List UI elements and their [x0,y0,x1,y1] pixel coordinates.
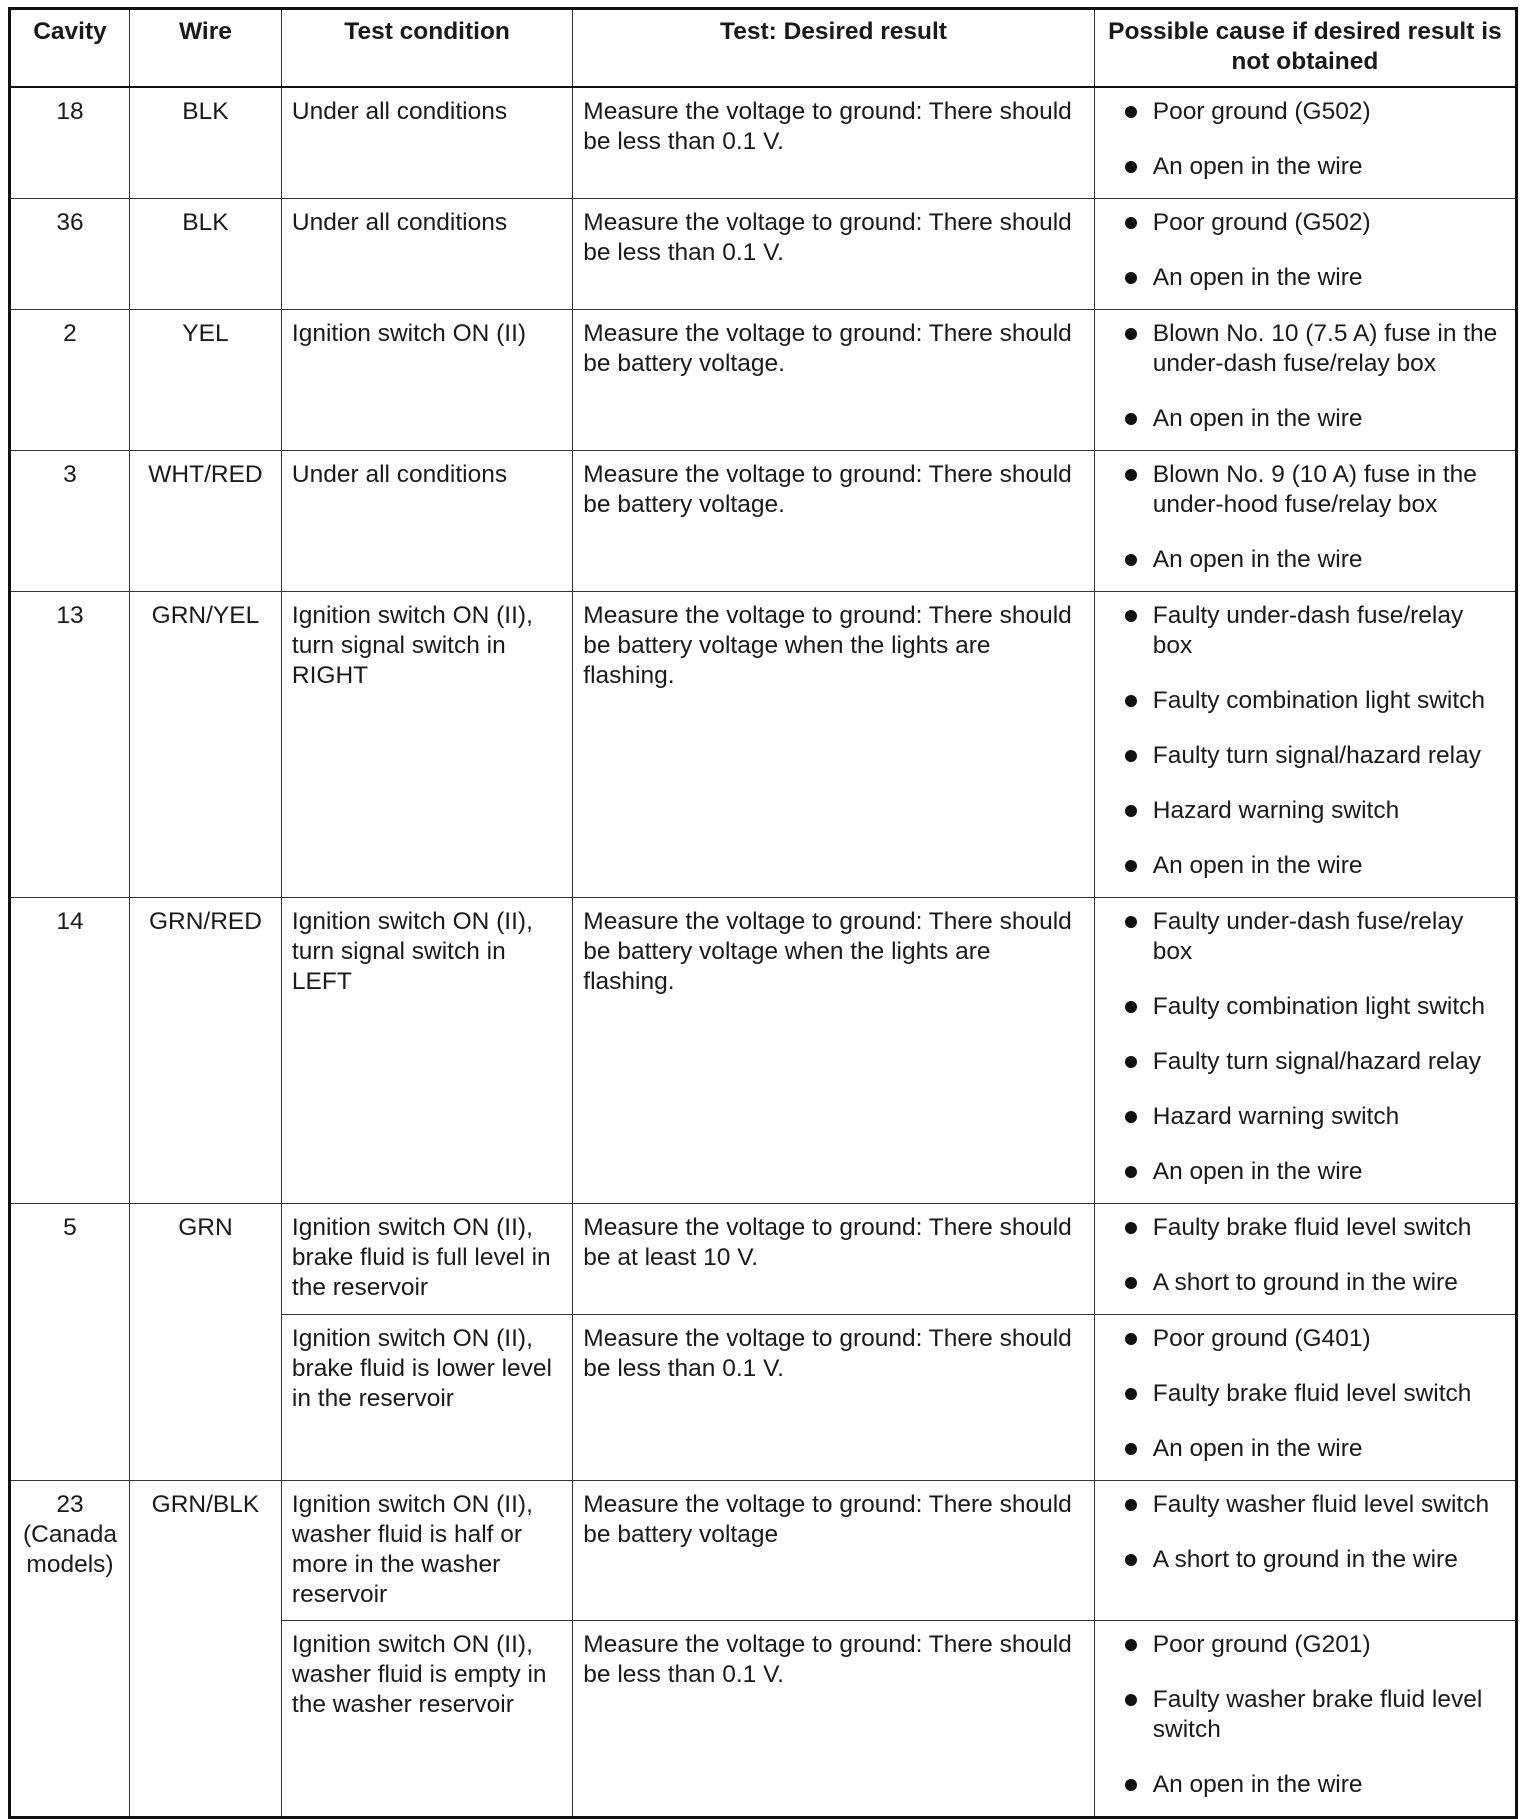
cause-list [1105,907,1505,1187]
table-row [10,1204,1517,1315]
cause-text: Faulty brake fluid level switch [1152,1214,1472,1241]
cause-item [1105,208,1505,238]
header-row [10,9,1517,88]
table-row [10,310,1517,451]
possible-cause-cell [1094,1315,1516,1481]
possible-cause-cell [1094,1204,1516,1315]
cavity-cell: 14 [10,898,130,1204]
desired-result-cell: Measure the voltage to ground: There should be less than 0.1 V. [573,1315,1094,1481]
bullet-icon [1125,469,1137,481]
cause-item [1105,1268,1505,1298]
bullet-icon [1125,916,1137,928]
test-condition-cell: Under all conditions [281,87,572,199]
cause-item [1105,1324,1505,1354]
wire-cell: BLK [129,199,281,310]
cause-item [1105,1157,1505,1187]
bullet-icon [1125,217,1137,229]
cavity-cell: 13 [10,592,130,898]
cause-item [1105,796,1505,826]
cause-item [1105,1213,1505,1243]
possible-cause-cell [1094,451,1516,592]
bullet-icon [1125,106,1137,118]
cause-item [1105,1770,1505,1800]
desired-result-cell: Measure the voltage to ground: There should be less than 0.1 V. [573,87,1094,199]
bullet-icon [1125,161,1137,173]
bullet-icon [1125,1333,1137,1345]
desired-result-cell: Measure the voltage to ground: There should be battery voltage. [573,451,1094,592]
test-condition-cell: Ignition switch ON (II), washer fluid is empty in the washer reservoir [281,1621,572,1818]
cause-text: Poor ground (G401) [1152,1325,1371,1352]
cause-item [1105,1545,1505,1575]
wire-cell: GRN/YEL [129,592,281,898]
cause-item [1105,851,1505,881]
test-condition-cell: Ignition switch ON (II), washer fluid is half or more in the washer reservoir [281,1481,572,1621]
possible-cause-cell [1094,87,1516,199]
test-condition-cell: Ignition switch ON (II), brake fluid is lower level in the reservoir [281,1315,572,1481]
cause-text: An open in the wire [1152,153,1363,180]
desired-result-cell: Measure the voltage to ground: There should be less than 0.1 V. [573,199,1094,310]
table-row [10,898,1517,1204]
wire-cell: GRN [129,1204,281,1481]
cause-text: Poor ground (G502) [1152,98,1371,125]
bullet-icon [1125,750,1137,762]
cavity-cell: 36 [10,199,130,310]
cause-item [1105,1379,1505,1409]
cause-item [1105,1630,1505,1660]
cause-text: An open in the wire [1152,1158,1363,1185]
cause-text: Poor ground (G502) [1152,209,1371,236]
bullet-icon [1125,860,1137,872]
cause-text: Faulty turn signal/hazard relay [1152,742,1481,769]
cavity-cell: 3 [10,451,130,592]
cause-item [1105,992,1505,1022]
cause-item [1105,545,1505,575]
cause-item [1105,1102,1505,1132]
bullet-icon [1125,1166,1137,1178]
wire-cell: GRN/BLK [129,1481,281,1818]
wire-cell: GRN/RED [129,898,281,1204]
table-row [10,592,1517,898]
table-row [10,451,1517,592]
cause-item [1105,152,1505,182]
bullet-icon [1125,1779,1137,1791]
cause-list [1105,319,1505,434]
cause-text: Hazard warning switch [1152,1103,1400,1130]
bullet-icon [1125,1443,1137,1455]
cause-list [1105,460,1505,575]
cause-item [1105,460,1505,520]
cause-item [1105,686,1505,716]
wire-cell: WHT/RED [129,451,281,592]
bullet-icon [1125,805,1137,817]
bullet-icon [1125,1499,1137,1511]
possible-cause-cell [1094,898,1516,1204]
bullet-icon [1125,1639,1137,1651]
cause-item [1105,1490,1505,1520]
test-condition-cell: Under all conditions [281,451,572,592]
test-condition-cell: Under all conditions [281,199,572,310]
bullet-icon [1125,1222,1137,1234]
cause-list [1105,1324,1505,1464]
bullet-icon [1125,695,1137,707]
possible-cause-cell [1094,1621,1516,1818]
desired-result-cell: Measure the voltage to ground: There should be battery voltage. [573,310,1094,451]
header-desired-result: Test: Desired result [573,9,1094,88]
bullet-icon [1125,1277,1137,1289]
bullet-icon [1125,413,1137,425]
cause-item [1105,319,1505,379]
cause-item [1105,1434,1505,1464]
cause-text: Faulty brake fluid level switch [1152,1380,1472,1407]
table-body [10,87,1517,1818]
table-row [10,199,1517,310]
cause-text: Blown No. 9 (10 A) fuse in the under-hood fuse/relay box [1152,461,1477,518]
test-condition-cell: Ignition switch ON (II) [281,310,572,451]
table-row [10,1481,1517,1621]
cause-list [1105,208,1505,293]
bullet-icon [1125,1388,1137,1400]
cause-list [1105,1490,1505,1575]
cause-item [1105,1047,1505,1077]
bullet-icon [1125,272,1137,284]
desired-result-cell: Measure the voltage to ground: There should be at least 10 V. [573,1204,1094,1315]
cause-text: An open in the wire [1152,1435,1363,1462]
cause-text: A short to ground in the wire [1152,1269,1458,1296]
desired-result-cell: Measure the voltage to ground: There should be battery voltage [573,1481,1094,1621]
bullet-icon [1125,1694,1137,1706]
bullet-icon [1125,328,1137,340]
cause-list [1105,97,1505,182]
test-condition-cell: Ignition switch ON (II), turn signal switch in LEFT [281,898,572,1204]
possible-cause-cell [1094,310,1516,451]
cavity-cell: 2 [10,310,130,451]
cause-item [1105,907,1505,967]
bullet-icon [1125,1111,1137,1123]
cause-text: Faulty combination light switch [1152,687,1486,714]
bullet-icon [1125,610,1137,622]
cavity-cell: 18 [10,87,130,199]
header-cavity: Cavity [10,9,130,88]
possible-cause-cell [1094,1481,1516,1621]
cause-text: Blown No. 10 (7.5 A) fuse in the under-dash fuse/relay box [1152,320,1498,377]
bullet-icon [1125,554,1137,566]
cause-text: An open in the wire [1152,852,1363,879]
cause-text: A short to ground in the wire [1152,1546,1458,1573]
cause-text: Faulty under-dash fuse/relay box [1152,908,1464,965]
cause-list [1105,1213,1505,1298]
cause-list [1105,1630,1505,1800]
cause-item [1105,97,1505,127]
test-condition-cell: Ignition switch ON (II), brake fluid is full level in the reservoir [281,1204,572,1315]
desired-result-cell: Measure the voltage to ground: There should be less than 0.1 V. [573,1621,1094,1818]
cause-item [1105,1685,1505,1745]
cause-list [1105,601,1505,881]
bullet-icon [1125,1056,1137,1068]
cause-text: Faulty under-dash fuse/relay box [1152,602,1464,659]
cause-text: Faulty washer brake fluid level switch [1152,1686,1483,1743]
cause-text: An open in the wire [1152,546,1363,573]
wire-cell: BLK [129,87,281,199]
cause-item [1105,263,1505,293]
possible-cause-cell [1094,199,1516,310]
wire-cell: YEL [129,310,281,451]
desired-result-cell: Measure the voltage to ground: There should be battery voltage when the lights are flashing. [573,592,1094,898]
header-wire: Wire [129,9,281,88]
cause-text: An open in the wire [1152,1771,1363,1798]
cause-text: An open in the wire [1152,405,1363,432]
cause-text: Faulty turn signal/hazard relay [1152,1048,1481,1075]
table-row [10,87,1517,199]
header-possible-cause: Possible cause if desired result is not obtained [1094,9,1516,88]
cause-text: Poor ground (G201) [1152,1631,1371,1658]
cause-item [1105,404,1505,434]
cause-item [1105,741,1505,771]
bullet-icon [1125,1554,1137,1566]
header-test-condition: Test condition [281,9,572,88]
bullet-icon [1125,1001,1137,1013]
desired-result-cell: Measure the voltage to ground: There should be battery voltage when the lights are flashing. [573,898,1094,1204]
cavity-cell: 5 [10,1204,130,1481]
cause-item [1105,601,1505,661]
cavity-cell: 23 (Canada models) [10,1481,130,1818]
test-condition-cell: Ignition switch ON (II), turn signal switch in RIGHT [281,592,572,898]
cause-text: An open in the wire [1152,264,1363,291]
cause-text: Faulty combination light switch [1152,993,1486,1020]
cause-text: Faulty washer fluid level switch [1152,1491,1490,1518]
cause-text: Hazard warning switch [1152,797,1400,824]
diagnosis-table [8,7,1518,1819]
possible-cause-cell [1094,592,1516,898]
